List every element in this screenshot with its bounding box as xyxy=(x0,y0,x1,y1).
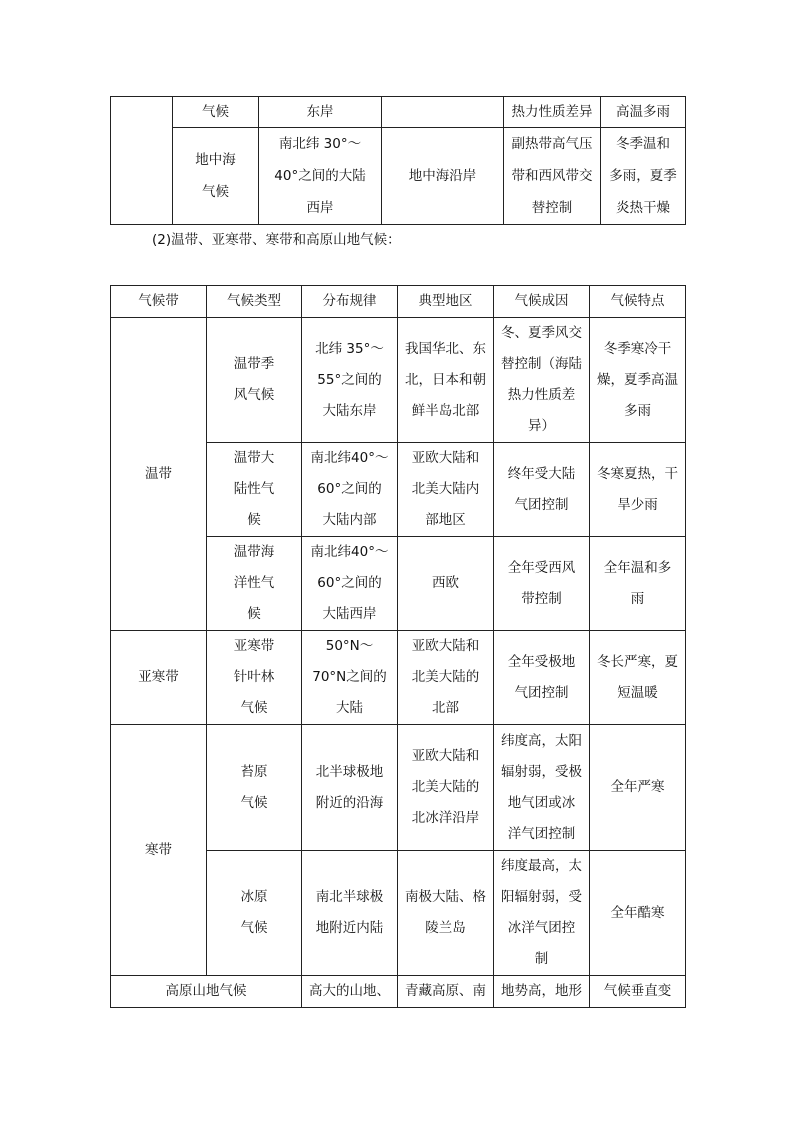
cell: 冬寒夏热，干 旱少雨 xyxy=(590,443,686,537)
zone-cell: 寒带 xyxy=(111,725,207,976)
table-row xyxy=(111,318,686,443)
cell: 东岸 xyxy=(259,97,382,128)
cell: 青藏高原、南 xyxy=(398,976,494,1008)
cell: 全年严寒 xyxy=(590,725,686,851)
column-header: 典型地区 xyxy=(398,286,494,318)
cell: 南北纬40°～ 60°之间的 大陆西岸 xyxy=(302,537,398,631)
cell: 地中海沿岸 xyxy=(382,128,504,225)
zone-cell: 高原山地气候 xyxy=(111,976,302,1008)
table-row xyxy=(111,725,686,851)
cell: 亚欧大陆和 北美大陆的 北冰洋沿岸 xyxy=(398,725,494,851)
cell: 西欧 xyxy=(398,537,494,631)
column-header: 气候类型 xyxy=(207,286,302,318)
table-header-row xyxy=(111,286,686,318)
cell: 冬季温和 多雨，夏季 炎热干燥 xyxy=(601,128,686,225)
table-row xyxy=(111,976,686,1008)
cell: 冬长严寒，夏 短温暖 xyxy=(590,631,686,725)
climate-table-main xyxy=(110,285,686,1008)
cell: 温带海 洋性气 候 xyxy=(207,537,302,631)
cell: 全年受西风 带控制 xyxy=(494,537,590,631)
cell: 地中海 气候 xyxy=(173,128,259,225)
column-header: 气候带 xyxy=(111,286,207,318)
cell: 冰原 气候 xyxy=(207,851,302,976)
cell: 南北半球极 地附近内陆 xyxy=(302,851,398,976)
cell: 亚寒带 针叶林 气候 xyxy=(207,631,302,725)
cell: 亚欧大陆和 北美大陆的 北部 xyxy=(398,631,494,725)
column-header: 气候成因 xyxy=(494,286,590,318)
cell: 终年受大陆 气团控制 xyxy=(494,443,590,537)
climate-table-top xyxy=(110,96,686,225)
cell: 北半球极地 附近的沿海 xyxy=(302,725,398,851)
cell: 高大的山地、 xyxy=(302,976,398,1008)
cell: 纬度最高，太 阳辐射弱，受 冰洋气团控 制 xyxy=(494,851,590,976)
cell xyxy=(382,97,504,128)
cell: 北纬 35°～ 55°之间的 大陆东岸 xyxy=(302,318,398,443)
cell: 南北纬 30°～ 40°之间的大陆 西岸 xyxy=(259,128,382,225)
cell: 南极大陆、格 陵兰岛 xyxy=(398,851,494,976)
cell: 气候 xyxy=(173,97,259,128)
table-row xyxy=(111,128,686,225)
table-row xyxy=(111,97,686,128)
cell: 亚欧大陆和 北美大陆内 部地区 xyxy=(398,443,494,537)
cell: 50°N～ 70°N之间的 大陆 xyxy=(302,631,398,725)
cell: 地势高，地形 xyxy=(494,976,590,1008)
column-header: 分布规律 xyxy=(302,286,398,318)
cell: 冬季寒冷干 燥，夏季高温 多雨 xyxy=(590,318,686,443)
cell: 全年受极地 气团控制 xyxy=(494,631,590,725)
cell: 温带季 风气候 xyxy=(207,318,302,443)
cell: 温带大 陆性气 候 xyxy=(207,443,302,537)
cell: 苔原 气候 xyxy=(207,725,302,851)
table-row xyxy=(111,631,686,725)
cell: 热力性质差异 xyxy=(504,97,601,128)
cell: 全年酷寒 xyxy=(590,851,686,976)
zone-cell: 温带 xyxy=(111,318,207,631)
cell: 副热带高气压 带和西风带交 替控制 xyxy=(504,128,601,225)
section-caption: (2)温带、亚寒带、寒带和高原山地气候： xyxy=(152,232,401,248)
column-header: 气候特点 xyxy=(590,286,686,318)
cell: 南北纬40°～ 60°之间的 大陆内部 xyxy=(302,443,398,537)
empty-zone-cell xyxy=(111,97,173,225)
cell: 高温多雨 xyxy=(601,97,686,128)
cell: 全年温和多 雨 xyxy=(590,537,686,631)
cell: 气候垂直变 xyxy=(590,976,686,1008)
cell: 纬度高，太阳 辐射弱，受极 地气团或冰 洋气团控制 xyxy=(494,725,590,851)
zone-cell: 亚寒带 xyxy=(111,631,207,725)
cell: 冬、夏季风交 替控制（海陆 热力性质差 异） xyxy=(494,318,590,443)
cell: 我国华北、东 北，日本和朝 鲜半岛北部 xyxy=(398,318,494,443)
